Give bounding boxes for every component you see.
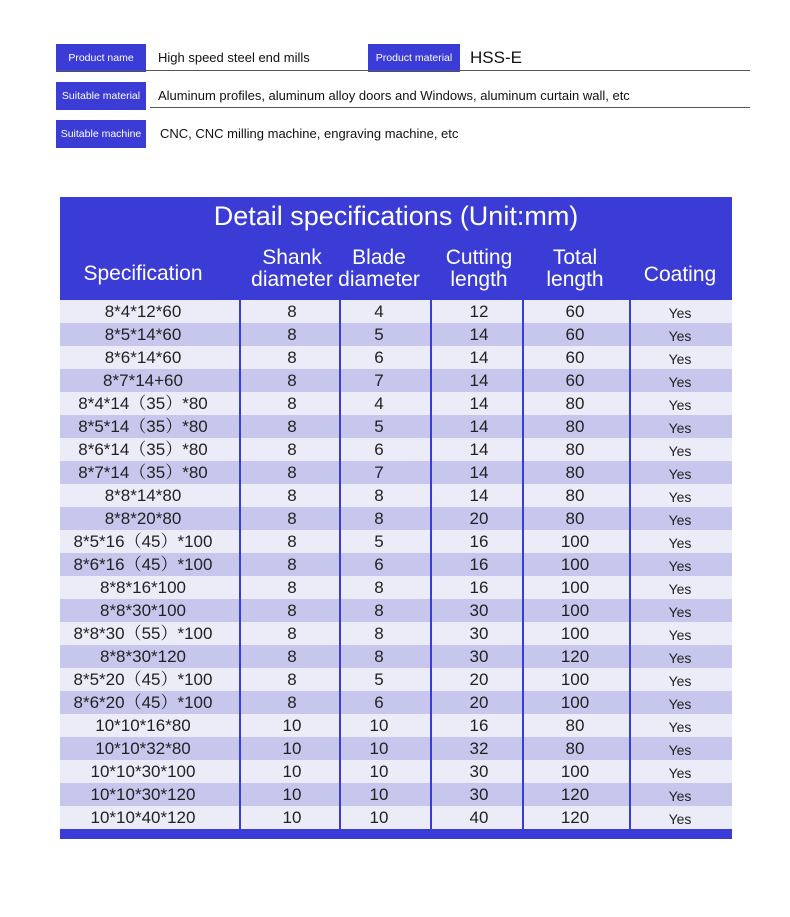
suitable-material-value: Aluminum profiles, aluminum alloy doors and Windows, aluminum curtain wall, etc xyxy=(158,88,630,103)
cell-total-length: 80 xyxy=(565,417,585,436)
cell-cutting-length: 16 xyxy=(469,532,489,551)
cell-total-length: 80 xyxy=(565,394,585,413)
column-divider xyxy=(430,298,432,836)
header-line: length xyxy=(546,268,604,291)
cell-cutting-length: 14 xyxy=(469,348,489,367)
cell-cutting-length: 32 xyxy=(469,739,489,758)
cell-coating: Yes xyxy=(668,328,692,344)
table-row xyxy=(60,392,732,415)
table-row xyxy=(60,691,732,714)
cell-specification: 8*8*20*80 xyxy=(104,509,182,528)
suitable-material-row xyxy=(56,82,750,110)
cell-specification: 8*7*14（35）*80 xyxy=(78,463,208,482)
header-shank-diameter xyxy=(242,247,342,291)
cell-blade-diameter: 10 xyxy=(369,739,389,758)
cell-blade-diameter: 5 xyxy=(374,670,384,689)
cell-total-length: 100 xyxy=(560,762,590,781)
cell-blade-diameter: 6 xyxy=(374,440,384,459)
cell-shank-diameter: 8 xyxy=(287,486,297,505)
cell-coating: Yes xyxy=(668,765,692,781)
cell-coating: Yes xyxy=(668,305,692,321)
cell-coating: Yes xyxy=(668,397,692,413)
cell-total-length: 60 xyxy=(565,325,585,344)
cell-cutting-length: 14 xyxy=(469,463,489,482)
cell-coating: Yes xyxy=(668,604,692,620)
cell-total-length: 60 xyxy=(565,371,585,390)
cell-shank-diameter: 8 xyxy=(287,601,297,620)
header-line: Coating xyxy=(643,263,717,286)
cell-blade-diameter: 6 xyxy=(374,348,384,367)
cell-coating: Yes xyxy=(668,443,692,459)
cell-shank-diameter: 10 xyxy=(282,808,302,827)
header-line: Specification xyxy=(83,262,203,285)
table-row xyxy=(60,576,732,599)
cell-coating: Yes xyxy=(668,673,692,689)
cell-blade-diameter: 5 xyxy=(374,417,384,436)
cell-blade-diameter: 4 xyxy=(374,394,384,413)
cell-total-length: 100 xyxy=(560,555,590,574)
cell-specification: 8*4*14（35）*80 xyxy=(78,394,208,413)
cell-total-length: 100 xyxy=(560,578,590,597)
cell-shank-diameter: 8 xyxy=(287,509,297,528)
table-row xyxy=(60,622,732,645)
cell-cutting-length: 14 xyxy=(469,440,489,459)
cell-specification: 10*10*16*80 xyxy=(95,716,191,735)
table-row xyxy=(60,553,732,576)
cell-blade-diameter: 10 xyxy=(369,716,389,735)
cell-shank-diameter: 10 xyxy=(282,762,302,781)
cell-cutting-length: 14 xyxy=(469,325,489,344)
cell-shank-diameter: 8 xyxy=(287,463,297,482)
cell-blade-diameter: 5 xyxy=(374,532,384,551)
cell-shank-diameter: 8 xyxy=(287,578,297,597)
cell-shank-diameter: 8 xyxy=(287,325,297,344)
cell-coating: Yes xyxy=(668,535,692,551)
cell-specification: 10*10*30*100 xyxy=(90,762,196,781)
cell-specification: 8*6*16（45）*100 xyxy=(73,555,213,574)
cell-total-length: 60 xyxy=(565,348,585,367)
cell-total-length: 120 xyxy=(560,808,590,827)
cell-cutting-length: 30 xyxy=(469,647,489,666)
cell-coating: Yes xyxy=(668,696,692,712)
cell-shank-diameter: 8 xyxy=(287,440,297,459)
header-cutting-length xyxy=(433,247,525,291)
cell-cutting-length: 14 xyxy=(469,371,489,390)
header-line: diameter xyxy=(251,268,333,291)
cell-specification: 8*8*30（55）*100 xyxy=(73,624,213,643)
cell-blade-diameter: 10 xyxy=(369,808,389,827)
cell-cutting-length: 16 xyxy=(469,578,489,597)
cell-coating: Yes xyxy=(668,719,692,735)
cell-shank-diameter: 8 xyxy=(287,624,297,643)
table-title: Detail specifications (Unit:mm) xyxy=(213,201,579,231)
table-row xyxy=(60,806,732,829)
table-row xyxy=(60,484,732,507)
table-row xyxy=(60,530,732,553)
cell-coating: Yes xyxy=(668,351,692,367)
cell-shank-diameter: 10 xyxy=(282,785,302,804)
cell-shank-diameter: 8 xyxy=(287,302,297,321)
cell-shank-diameter: 8 xyxy=(287,647,297,666)
cell-coating: Yes xyxy=(668,420,692,436)
cell-total-length: 100 xyxy=(560,693,590,712)
cell-specification: 8*8*30*120 xyxy=(99,647,187,666)
product-name-label: Product name xyxy=(56,44,146,72)
cell-total-length: 100 xyxy=(560,532,590,551)
suitable-machine-row xyxy=(56,120,750,148)
cell-specification: 8*8*14*80 xyxy=(104,486,182,505)
cell-total-length: 100 xyxy=(560,624,590,643)
header-line: Blade xyxy=(352,246,406,269)
cell-cutting-length: 20 xyxy=(469,670,489,689)
cell-blade-diameter: 8 xyxy=(374,486,384,505)
cell-cutting-length: 30 xyxy=(469,624,489,643)
cell-shank-diameter: 8 xyxy=(287,532,297,551)
cell-total-length: 80 xyxy=(565,463,585,482)
cell-specification: 8*4*12*60 xyxy=(104,302,182,321)
cell-total-length: 80 xyxy=(565,440,585,459)
table-row xyxy=(60,461,732,484)
cell-shank-diameter: 10 xyxy=(282,716,302,735)
cell-specification: 8*6*14（35）*80 xyxy=(78,440,208,459)
table-row xyxy=(60,714,732,737)
cell-blade-diameter: 8 xyxy=(374,624,384,643)
header-line: diameter xyxy=(338,268,420,291)
header-line: Cutting xyxy=(445,246,513,269)
header-coating xyxy=(630,264,730,286)
suitable-machine-value: CNC, CNC milling machine, engraving machine, etc xyxy=(160,126,459,141)
cell-blade-diameter: 4 xyxy=(374,302,384,321)
cell-coating: Yes xyxy=(668,581,692,597)
cell-cutting-length: 16 xyxy=(469,555,489,574)
cell-total-length: 120 xyxy=(560,785,590,804)
cell-shank-diameter: 8 xyxy=(287,394,297,413)
cell-shank-diameter: 8 xyxy=(287,670,297,689)
cell-shank-diameter: 10 xyxy=(282,739,302,758)
table-row xyxy=(60,668,732,691)
cell-shank-diameter: 8 xyxy=(287,371,297,390)
header-specification xyxy=(59,263,227,285)
cell-blade-diameter: 6 xyxy=(374,555,384,574)
cell-coating: Yes xyxy=(668,466,692,482)
column-divider xyxy=(339,298,341,836)
spec-table xyxy=(60,197,732,839)
cell-specification: 8*5*20（45）*100 xyxy=(73,670,213,689)
divider xyxy=(56,70,750,71)
product-name-row xyxy=(56,44,750,72)
cell-blade-diameter: 7 xyxy=(374,371,384,390)
header-line: length xyxy=(450,268,508,291)
cell-specification: 10*10*32*80 xyxy=(95,739,191,758)
cell-blade-diameter: 6 xyxy=(374,693,384,712)
cell-specification: 8*6*20（45）*100 xyxy=(73,693,213,712)
cell-blade-diameter: 5 xyxy=(374,325,384,344)
cell-specification: 8*7*14+60 xyxy=(103,371,183,390)
cell-specification: 10*10*30*120 xyxy=(90,785,196,804)
suitable-machine-label: Suitable machine xyxy=(56,120,146,148)
product-name-value: High speed steel end mills xyxy=(158,50,310,65)
cell-specification: 8*8*16*100 xyxy=(99,578,187,597)
cell-coating: Yes xyxy=(668,788,692,804)
cell-total-length: 80 xyxy=(565,739,585,758)
column-divider xyxy=(522,298,524,836)
cell-cutting-length: 14 xyxy=(469,417,489,436)
cell-cutting-length: 20 xyxy=(469,509,489,528)
header-line: Total xyxy=(552,246,598,269)
cell-specification: 8*8*30*100 xyxy=(99,601,187,620)
cell-cutting-length: 30 xyxy=(469,601,489,620)
cell-coating: Yes xyxy=(668,650,692,666)
table-row xyxy=(60,783,732,806)
product-material-label: Product material xyxy=(368,44,460,72)
cell-coating: Yes xyxy=(668,558,692,574)
cell-total-length: 80 xyxy=(565,486,585,505)
cell-total-length: 120 xyxy=(560,647,590,666)
table-row xyxy=(60,737,732,760)
cell-shank-diameter: 8 xyxy=(287,348,297,367)
table-row xyxy=(60,645,732,668)
cell-specification: 8*5*14*60 xyxy=(104,325,182,344)
cell-coating: Yes xyxy=(668,627,692,643)
table-row xyxy=(60,323,732,346)
header-line: Shank xyxy=(262,246,322,269)
table-row xyxy=(60,599,732,622)
cell-cutting-length: 20 xyxy=(469,693,489,712)
header-total-length xyxy=(525,247,625,291)
header-blade-diameter xyxy=(333,247,425,291)
cell-cutting-length: 30 xyxy=(469,762,489,781)
cell-shank-diameter: 8 xyxy=(287,555,297,574)
cell-shank-diameter: 8 xyxy=(287,417,297,436)
cell-shank-diameter: 8 xyxy=(287,693,297,712)
cell-cutting-length: 16 xyxy=(469,716,489,735)
product-material-value: HSS-E xyxy=(470,48,522,67)
cell-coating: Yes xyxy=(668,489,692,505)
cell-specification: 10*10*40*120 xyxy=(90,808,196,827)
cell-blade-diameter: 7 xyxy=(374,463,384,482)
column-divider xyxy=(239,298,241,836)
column-divider xyxy=(629,298,631,836)
table-row xyxy=(60,760,732,783)
table-row xyxy=(60,346,732,369)
cell-coating: Yes xyxy=(668,742,692,758)
suitable-material-label: Suitable material xyxy=(56,82,146,110)
cell-total-length: 80 xyxy=(565,716,585,735)
cell-cutting-length: 12 xyxy=(469,302,489,321)
cell-cutting-length: 30 xyxy=(469,785,489,804)
cell-total-length: 80 xyxy=(565,509,585,528)
cell-total-length: 100 xyxy=(560,601,590,620)
cell-total-length: 100 xyxy=(560,670,590,689)
cell-coating: Yes xyxy=(668,374,692,390)
cell-specification: 8*5*16（45）*100 xyxy=(73,532,213,551)
cell-cutting-length: 14 xyxy=(469,394,489,413)
table-row xyxy=(60,300,732,323)
cell-cutting-length: 14 xyxy=(469,486,489,505)
table-row xyxy=(60,438,732,461)
divider xyxy=(150,107,750,108)
cell-total-length: 60 xyxy=(565,302,585,321)
cell-coating: Yes xyxy=(668,811,692,827)
cell-cutting-length: 40 xyxy=(469,808,489,827)
cell-specification: 8*5*14（35）*80 xyxy=(78,417,208,436)
cell-blade-diameter: 10 xyxy=(369,785,389,804)
table-row xyxy=(60,369,732,392)
cell-blade-diameter: 10 xyxy=(369,762,389,781)
table-row xyxy=(60,507,732,530)
table-body xyxy=(60,298,732,836)
cell-blade-diameter: 8 xyxy=(374,509,384,528)
cell-blade-diameter: 8 xyxy=(374,647,384,666)
cell-blade-diameter: 8 xyxy=(374,601,384,620)
cell-specification: 8*6*14*60 xyxy=(104,348,182,367)
table-row xyxy=(60,415,732,438)
cell-coating: Yes xyxy=(668,512,692,528)
cell-blade-diameter: 8 xyxy=(374,578,384,597)
